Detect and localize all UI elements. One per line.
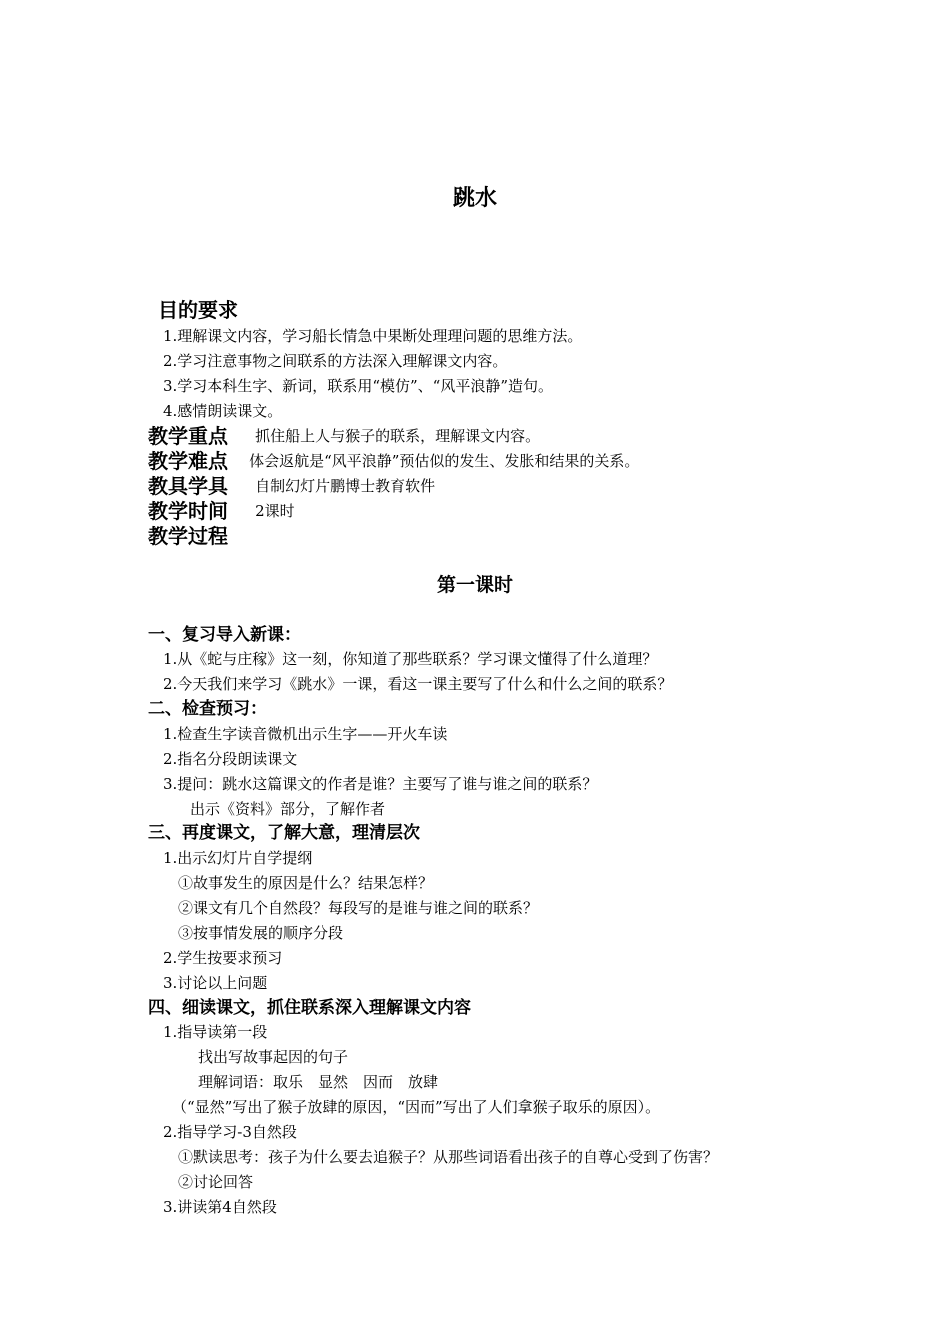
objective-item: 3.学习本科生字、新词，联系用“模仿”、“风平浪静”造句。 bbox=[163, 377, 553, 395]
section-line: 理解词语：取乐 显然 因而 放肆 bbox=[198, 1073, 439, 1091]
section-line: 2.指导学习-3自然段 bbox=[163, 1123, 297, 1141]
process-row bbox=[148, 523, 228, 549]
section-line: ①默读思考：孩子为什么要去追猴子？从那些词语看出孩子的自尊心受到了伤害？ bbox=[178, 1148, 719, 1166]
time-value: 2课时 bbox=[255, 502, 295, 520]
section-line: ②讨论回答 bbox=[178, 1173, 254, 1191]
objective-item: 1.理解课文内容，学习船长情急中果断处理理问题的思维方法。 bbox=[163, 327, 583, 345]
process-label: 教学过程 bbox=[148, 524, 228, 548]
section-line: ③按事情发展的顺序分段 bbox=[178, 924, 344, 942]
section-line: 出示《资料》部分，了解作者 bbox=[190, 800, 386, 818]
section-line: ①故事发生的原因是什么？结果怎样？ bbox=[178, 874, 434, 892]
materials-row bbox=[148, 473, 435, 499]
section-heading: 二、检查预习： bbox=[148, 699, 267, 719]
document-title: 跳水 bbox=[452, 186, 497, 211]
section-line: （“显然”写出了猴子放肆的原因，“因而”写出了人们拿猴子取乐的原因）。 bbox=[172, 1098, 661, 1116]
section-heading: 四、细读课文，抓住联系深入理解课文内容 bbox=[148, 998, 471, 1018]
section-line: 2.指名分段朗读课文 bbox=[163, 750, 298, 768]
key-points-label: 教学重点 bbox=[148, 424, 228, 448]
lesson-title: 第一课时 bbox=[436, 574, 513, 596]
section-line: 3.讨论以上问题 bbox=[163, 974, 268, 992]
section-line: 1.检查生字读音微机出示生字——开火车读 bbox=[163, 725, 448, 743]
section-line: ②课文有几个自然段？每段写的是谁与谁之间的联系？ bbox=[178, 899, 539, 917]
materials-label: 教具学具 bbox=[148, 474, 228, 498]
objective-item: 4.感情朗读课文。 bbox=[163, 402, 283, 420]
section-line: 1.指导读第一段 bbox=[163, 1023, 268, 1041]
section-line: 找出写故事起因的句子 bbox=[198, 1048, 349, 1066]
materials-value: 自制幻灯片鹏博士教育软件 bbox=[255, 477, 436, 495]
section-line: 3.提问：跳水这篇课文的作者是谁？主要写了谁与谁之间的联系？ bbox=[163, 775, 598, 793]
section-heading: 一、复习导入新课： bbox=[148, 625, 301, 645]
difficulty-row bbox=[148, 448, 639, 474]
objectives-heading: 目的要求 bbox=[158, 298, 238, 322]
section-heading: 三、再度课文，了解大意，理清层次 bbox=[148, 823, 420, 843]
key-points-value: 抓住船上人与猴子的联系，理解课文内容。 bbox=[255, 427, 541, 445]
section-line: 2.学生按要求预习 bbox=[163, 949, 283, 967]
key-points-row bbox=[148, 423, 540, 449]
time-label: 教学时间 bbox=[148, 499, 228, 523]
time-row bbox=[148, 498, 295, 524]
objective-item: 2.学习注意事物之间联系的方法深入理解课文内容。 bbox=[163, 352, 508, 370]
difficulty-value: 体会返航是“风平浪静”预估似的发生、发胀和结果的关系。 bbox=[249, 452, 640, 470]
difficulty-label: 教学难点 bbox=[148, 449, 228, 473]
section-line: 3.讲读第4自然段 bbox=[163, 1198, 277, 1216]
section-line: 1.出示幻灯片自学提纲 bbox=[163, 849, 313, 867]
section-line: 2.今天我们来学习《跳水》一课，看这一课主要写了什么和什么之间的联系？ bbox=[163, 675, 673, 693]
section-line: 1.从《蛇与庄稼》这一刻，你知道了那些联系？学习课文懂得了什么道理？ bbox=[163, 650, 658, 668]
